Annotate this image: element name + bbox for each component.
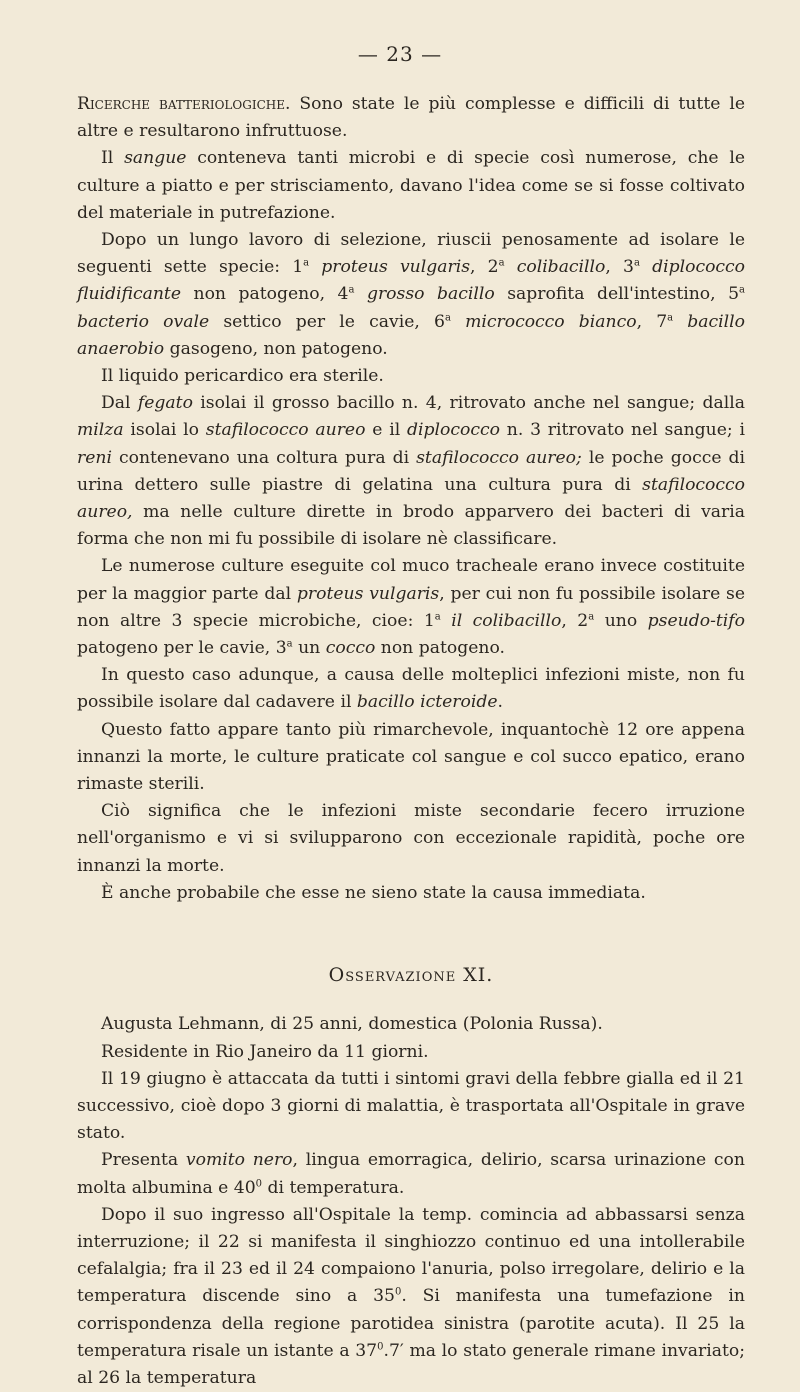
- ordinal: a: [303, 257, 310, 269]
- text-run: [505, 257, 517, 277]
- italic-term: micrococco bianco: [465, 311, 637, 332]
- italic-term: diplococco: [407, 420, 500, 441]
- italic-term: stafilococco aureo: [205, 420, 366, 441]
- text-run: non patogeno.: [375, 638, 505, 659]
- text-run: .7′ ma lo stato generale rimane invariato; al 26 la temperatura: [77, 1340, 745, 1388]
- ordinal: a: [588, 611, 595, 623]
- paragraph: [77, 1147, 745, 1201]
- text-run: saprofita dell'intestino, 5: [494, 284, 740, 305]
- paragraph: [77, 145, 745, 227]
- body-text: [77, 91, 745, 1392]
- italic-term: il colibacillo: [451, 610, 562, 631]
- text-run: conteneva tanti microbi e di specie così numerose, che le culture a piatto e per strisciamento, davano l'idea come se si fosse coltivato del materiale in putrefazione.: [77, 148, 745, 223]
- italic-term: proteus vulgaris: [321, 257, 471, 278]
- text-run: [309, 257, 321, 277]
- degree-mark: 0: [394, 1286, 402, 1298]
- text-run: , per cui non fu possibile isolare se non altre 3 specie microbiche, cioe: 1: [77, 583, 745, 631]
- paragraph: [77, 553, 745, 662]
- ordinal: a: [739, 284, 745, 296]
- italic-term: stafilococco aureo;: [416, 447, 582, 468]
- text-run: In questo caso adunque, a causa delle molteplici infezioni miste, non fu possibile isolare dal cadavere il: [77, 665, 745, 713]
- text-run: settico per le cavie, 6: [209, 311, 445, 332]
- italic-term: diplococco fluidificante: [77, 257, 746, 305]
- paragraph: Residente in Rio Janeiro da 11 giorni.: [101, 1041, 429, 1062]
- italic-term: bacillo icteroide: [356, 692, 498, 713]
- text-run: di temperatura.: [262, 1177, 405, 1198]
- text-run: patogeno per le cavie, 3: [77, 638, 287, 659]
- text-run: Dopo il suo ingresso all'Ospitale la temp. comincia ad abbassarsi senza interruzione; il 22 si manifesta il singhiozzo continuo ed una intollerabile cefalalgia; fra il 23 ed il 24 compaiono l'anuria, polso irregolare, delirio e la temperatura discende sino a 35: [77, 1204, 745, 1307]
- text-run: Dal: [101, 393, 138, 414]
- italic-term: colibacillo: [516, 257, 606, 278]
- text-run: un: [292, 638, 326, 659]
- text-run: n. 3 ritrovato nel sangue; i: [499, 420, 745, 441]
- degree-mark: 0: [255, 1177, 263, 1189]
- ordinal: a: [286, 638, 293, 650]
- ordinal: a: [633, 257, 640, 269]
- paragraph: Augusta Lehmann, di 25 anni, domestica (Polonia Russa).: [101, 1014, 603, 1035]
- ordinal: a: [667, 311, 674, 323]
- text-run: Presenta: [101, 1150, 186, 1171]
- text-run: , lingua emorragica, delirio, scarsa urinazione con molta albumina e 40: [77, 1150, 745, 1198]
- text-run: , 2: [561, 610, 589, 631]
- ordinal: a: [348, 284, 355, 296]
- page-number: — 23 —: [357, 42, 443, 66]
- paragraph: Questo fatto appare tanto più rimarchevole, inquantochè 12 ore appena innanzi la morte, le culture praticate col sangue e col succo epatico, erano rimaste sterili.: [77, 719, 745, 795]
- italic-term: bacillo anaerobio: [77, 311, 746, 359]
- italic-term: bacterio ovale: [77, 311, 210, 332]
- paragraph: È anche probabile che esse ne sieno state la causa immediata.: [101, 882, 646, 903]
- italic-term: reni: [77, 447, 112, 468]
- text-run: Dopo un lungo lavoro di selezione, riuscii penosamente ad isolare le seguenti sette specie: 1: [77, 230, 745, 278]
- text-run: contenevano una coltura pura di: [111, 447, 417, 468]
- ordinal: a: [434, 611, 441, 623]
- text-run: isolai il grosso bacillo n. 4, ritrovato anche nel sangue; dalla: [192, 393, 745, 414]
- italic-term: pseudo-tifo: [647, 610, 745, 631]
- text-run: Le numerose culture eseguite col muco tracheale erano invece costituite per la maggior parte dal: [77, 556, 745, 604]
- paragraph: Ciò significa che le infezioni miste secondarie fecero irruzione nell'organismo e vi si svilupparono con eccezionale rapidità, poche ore innanzi la morte.: [77, 801, 745, 876]
- italic-term: grosso bacillo: [366, 284, 495, 305]
- text-run: .: [497, 692, 503, 713]
- text-run: ma nelle culture dirette in brodo apparvero dei bacteri di varia forma che non mi fu possibile di isolare nè classificare.: [77, 502, 745, 550]
- paragraph: [77, 662, 745, 716]
- text-run: isolai lo: [123, 420, 206, 441]
- italic-term: proteus vulgaris: [296, 583, 440, 604]
- text-run: e il: [365, 420, 408, 441]
- italic-term: cocco: [325, 638, 376, 659]
- text-run: [354, 284, 367, 304]
- paragraph: [77, 390, 745, 553]
- italic-term: sangue: [124, 148, 187, 169]
- text-run: uno: [594, 610, 648, 631]
- ordinal: a: [444, 311, 451, 323]
- text-run: Sono state le più complesse e difficili di tutte le altre e resultarono infruttuose.: [77, 94, 745, 142]
- italic-term: stafilococco aureo,: [77, 474, 745, 523]
- paragraph: [77, 1202, 745, 1392]
- italic-term: milza: [77, 420, 124, 441]
- text-run: Il: [101, 148, 125, 169]
- text-run: le poche gocce di urina dettero sulle piastre di gelatina una cultura pura di: [77, 447, 746, 495]
- text-run: [640, 257, 652, 277]
- paragraph: [77, 227, 745, 363]
- paragraph: Il 19 giugno è attaccata da tutti i sintomi gravi della febbre gialla ed il 21 successivo, cioè dopo 3 giorni di malattia, è trasportata all'Ospitale in grave stato.: [77, 1068, 745, 1144]
- degree-mark: 0: [377, 1341, 384, 1352]
- italic-term: fegato: [137, 393, 193, 414]
- text-run: [673, 312, 687, 332]
- paragraph: [77, 91, 745, 145]
- italic-term: vomito nero: [185, 1150, 293, 1171]
- text-run: , 3: [605, 257, 634, 278]
- text-run: [441, 611, 451, 631]
- text-run: non patogeno, 4: [181, 284, 349, 305]
- run-heading: Ricerche batteriologiche.: [77, 94, 291, 114]
- text-run: . Si manifesta una tumefazione in corrispondenza della regione parotidea sinistra (parotite acuta). Il 25 la temperatura risale un istante a 37: [77, 1286, 745, 1361]
- text-run: , 7: [636, 311, 668, 332]
- section-heading: Osservazione XI.: [328, 964, 494, 987]
- text-run: , 2: [470, 257, 499, 278]
- paragraph: Il liquido pericardico era sterile.: [101, 366, 384, 387]
- text-run: gasogeno, non patogeno.: [164, 338, 388, 359]
- ordinal: a: [498, 257, 505, 269]
- text-run: [451, 312, 465, 332]
